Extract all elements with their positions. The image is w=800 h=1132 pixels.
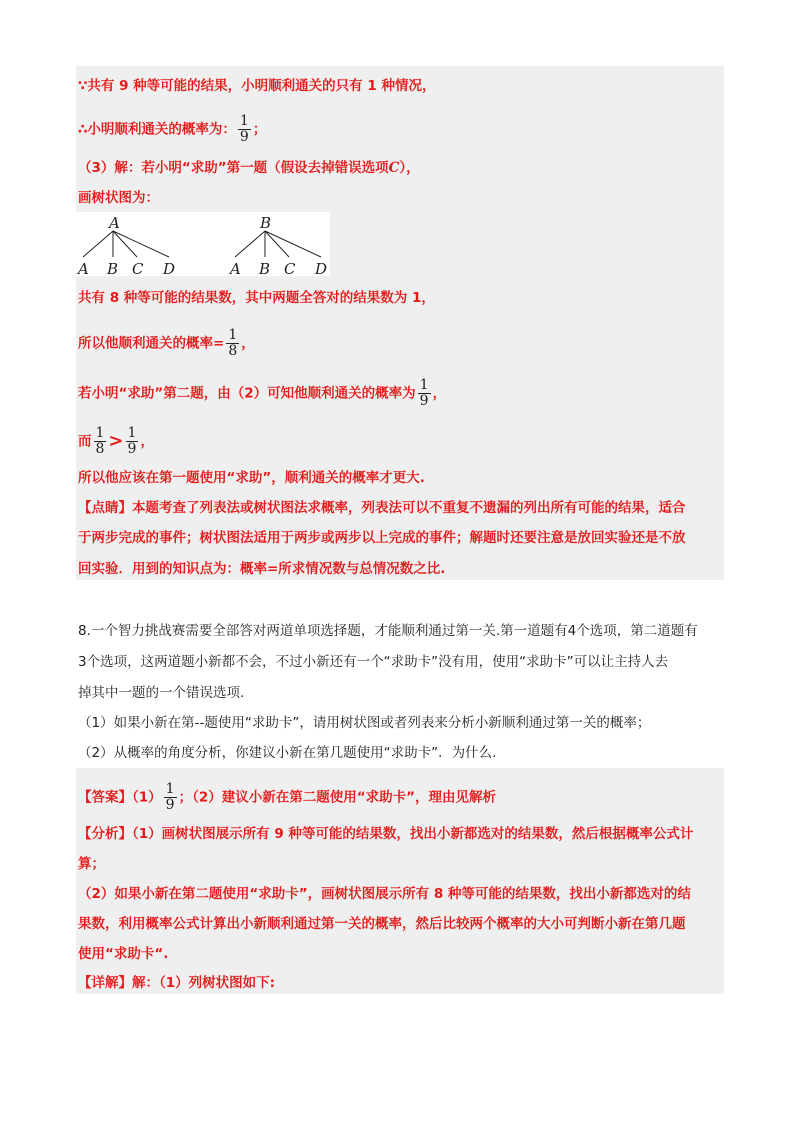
- fraction: [94, 426, 107, 457]
- text-span: 所以他顺利通关的概率=: [78, 335, 225, 352]
- text-line: [78, 782, 496, 813]
- text-line: 所以他应该在第一题使用“求助”，顺利通关的概率才更大.: [78, 470, 425, 486]
- tree2-leaf-label: A: [230, 260, 241, 276]
- text-span: ；: [252, 121, 267, 138]
- fraction-denominator: 8: [95, 441, 105, 457]
- fraction-numerator: 1: [228, 327, 238, 343]
- tree-edge: [265, 231, 321, 257]
- text-line: 【分析】（1）画树状图展示所有 9 种等可能的结果数，找出小新都选对的结果数，然后根据概率公式计: [78, 826, 694, 842]
- tree2-leaf-label: B: [259, 260, 271, 276]
- question-line: 掉其中一题的一个错误选项.: [78, 685, 245, 701]
- fraction-numerator: 1: [127, 425, 137, 441]
- text-line: 【详解】解：（1）列树状图如下:: [78, 975, 276, 991]
- fraction-numerator: 1: [419, 377, 429, 393]
- fraction: [226, 328, 239, 359]
- fraction-numerator: 1: [239, 113, 249, 129]
- text-span: ；（2）建议小新在第二题使用“求助卡”，理由见解析: [178, 789, 496, 806]
- text-line: 于两步完成的事件；树状图法适用于两步或两步以上完成的事件；解题时还要注意是放回实验还是不放: [78, 530, 686, 546]
- math-variable: C: [388, 160, 400, 176]
- tree1-root-label: A: [109, 214, 120, 232]
- tree-edge: [113, 231, 169, 257]
- text-line: （2）如果小新在第二题使用“求助卡”，画树状图展示所有 8 种等可能的结果数，找出小新都选对的结: [78, 886, 691, 902]
- fraction: [164, 782, 177, 813]
- fraction-numerator: 1: [95, 425, 105, 441]
- greater-than-sign: >: [108, 430, 124, 452]
- tree1-leaf-label: D: [163, 260, 176, 276]
- text-line: 果数，利用概率公式计算出小新顺利通过第一关的概率，然后比较两个概率的大小可判断小新在第几题: [78, 916, 686, 932]
- text-span: ，: [241, 335, 255, 352]
- question-line: （1）如果小新在第--题使用“求助卡”，请用树状图或者列表来分析小新顺利通过第一关的概率；: [78, 715, 651, 731]
- text-span: ），: [399, 160, 420, 176]
- text-line: [78, 328, 255, 359]
- text-line: [78, 378, 446, 409]
- tree-diagram: [76, 212, 330, 276]
- text-line: [78, 114, 266, 145]
- text-span: （3）解：若小明“求助”第一题（假设去掉错误选项: [78, 160, 389, 176]
- tree2-leaf-label: D: [315, 260, 328, 276]
- tree-edge: [235, 231, 265, 257]
- tree1-leaf-label: C: [132, 260, 144, 276]
- fraction-denominator: 9: [419, 393, 429, 409]
- fraction: [126, 426, 139, 457]
- tree1-leaf-label: A: [78, 260, 89, 276]
- tree-edge: [265, 231, 289, 257]
- text-span: ∴小明顺利通关的概率为：: [78, 121, 236, 138]
- text-line: 算；: [78, 856, 105, 872]
- text-line: [78, 158, 420, 178]
- text-line: ∵共有 9 种等可能的结果，小明顺利通关的只有 1 种情况，: [78, 78, 436, 94]
- text-span: ，: [140, 433, 154, 450]
- text-span: ，: [432, 385, 447, 402]
- text-line: 画树状图为：: [78, 190, 159, 206]
- fraction-denominator: 8: [228, 343, 238, 359]
- tree-edge: [83, 231, 113, 257]
- fraction: [418, 378, 431, 409]
- tree2-root-label: B: [260, 214, 272, 232]
- question-line: 8.一个智力挑战赛需要全部答对两道单项选择题，才能顺利通过第一关.第一道题有4个选项，第二道题有: [78, 623, 698, 639]
- text-line: 共有 8 种等可能的结果数，其中两题全答对的结果数为 1，: [78, 290, 435, 306]
- tree1-leaf-label: B: [107, 260, 119, 276]
- text-span: 而: [78, 433, 92, 450]
- fraction-denominator: 9: [127, 441, 137, 457]
- text-line: [78, 426, 154, 457]
- question-line: （2）从概率的角度分析，你建议小新在第几题使用“求助卡”．为什么.: [78, 745, 497, 761]
- tree-edge: [113, 231, 137, 257]
- tree2-leaf-label: C: [284, 260, 296, 276]
- text-line: 使用“求助卡“.: [78, 946, 169, 962]
- fraction-denominator: 9: [165, 797, 175, 813]
- text-line: 回实验．用到的知识点为：概率=所求情况数与总情况数之比.: [78, 561, 446, 577]
- fraction-denominator: 9: [239, 129, 249, 145]
- text-line: 【点睛】本题考查了列表法或树状图法求概率，列表法可以不重复不遗漏的列出所有可能的结果，适合: [78, 500, 686, 516]
- fraction: [238, 114, 251, 145]
- text-span: 【答案】（1）: [78, 789, 162, 806]
- fraction-numerator: 1: [165, 781, 175, 797]
- question-line: 3个选项，这两道题小新都不会，不过小新还有一个“求助卡”没有用，使用“求助卡”可以让主持人去: [78, 654, 669, 670]
- text-span: 若小明“求助”第二题，由（2）可知他顺利通关的概率为: [78, 385, 416, 402]
